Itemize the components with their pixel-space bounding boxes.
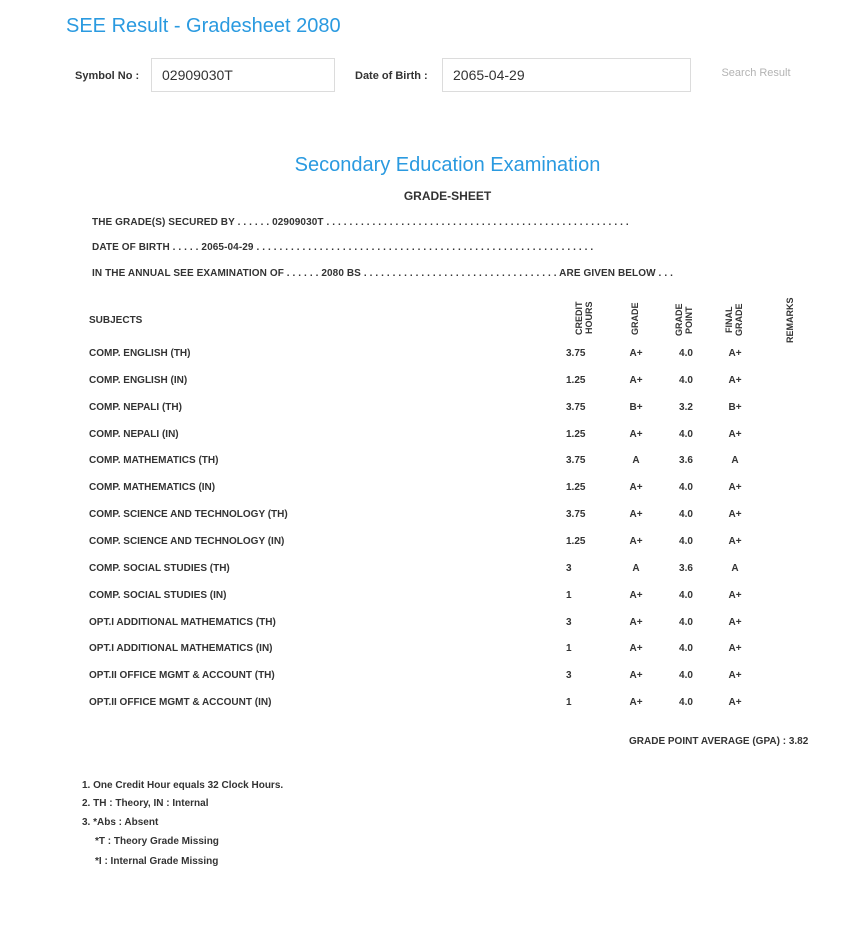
grade-cell: A xyxy=(632,455,640,467)
subject-cell: COMP. SCIENCE AND TECHNOLOGY (TH) xyxy=(89,509,288,521)
grade-cell: A+ xyxy=(629,589,643,601)
subject-cell: COMP. MATHEMATICS (IN) xyxy=(89,482,216,494)
subject-cell: COMP. NEPALI (IN) xyxy=(89,428,179,440)
grade-cell: A+ xyxy=(629,535,643,547)
table-row xyxy=(0,563,864,583)
table-row xyxy=(0,536,864,556)
header-remarks: REMARKS xyxy=(785,297,795,343)
credit-hours-cell: 3.75 xyxy=(566,455,586,467)
credit-hours-cell: 3 xyxy=(566,670,572,682)
table-row xyxy=(0,643,864,663)
subject-cell: OPT.II OFFICE MGMT & ACCOUNT (TH) xyxy=(89,670,275,682)
grade-point-cell: 4.0 xyxy=(679,482,693,494)
credit-hours-cell: 3.75 xyxy=(566,401,586,413)
credit-hours-cell: 1.25 xyxy=(566,482,586,494)
table-row xyxy=(0,429,864,449)
final-grade-cell: A+ xyxy=(728,616,742,628)
table-row xyxy=(0,455,864,475)
subject-cell: OPT.I ADDITIONAL MATHEMATICS (IN) xyxy=(89,643,273,655)
final-grade-cell: A+ xyxy=(728,482,742,494)
table-row xyxy=(0,509,864,529)
grade-cell: A+ xyxy=(629,482,643,494)
grade-cell: A+ xyxy=(629,348,643,359)
search-result-button[interactable]: Search Result xyxy=(721,67,791,79)
dob-input[interactable] xyxy=(442,58,691,92)
subject-cell: OPT.I ADDITIONAL MATHEMATICS (TH) xyxy=(89,616,276,628)
credit-hours-cell: 3.75 xyxy=(566,509,586,521)
grade-cell: A+ xyxy=(629,374,643,386)
credit-hours-cell: 1.25 xyxy=(566,374,586,386)
gpa-line: GRADE POINT AVERAGE (GPA) : 3.82 xyxy=(629,736,809,747)
table-row xyxy=(0,670,864,690)
grade-point-cell: 4.0 xyxy=(679,428,693,440)
subject-cell: COMP. ENGLISH (IN) xyxy=(89,374,188,386)
dob-line: DATE OF BIRTH . . . . . 2065-04-29 . . . . . . . . . . . . . . . . . . . . . . . . . . . . . . . . . . . . . . . . . . . . . . . . . . . . . . . . . . . xyxy=(92,242,594,253)
note-5: *I : Internal Grade Missing xyxy=(95,856,219,867)
symbol-label: Symbol No : xyxy=(75,70,140,82)
final-grade-cell: A+ xyxy=(728,509,742,521)
note-2: 2. TH : Theory, IN : Internal xyxy=(82,798,209,809)
page-title: SEE Result - Gradesheet 2080 xyxy=(66,15,341,37)
grade-point-cell: 4.0 xyxy=(679,616,693,628)
credit-hours-cell: 1 xyxy=(566,697,572,709)
grade-point-cell: 3.2 xyxy=(679,401,693,413)
grade-point-cell: 3.6 xyxy=(679,562,693,574)
final-grade-cell: A xyxy=(731,562,739,574)
note-3: 3. *Abs : Absent xyxy=(82,817,159,828)
header-final-grade: FINAL GRADE xyxy=(724,303,744,337)
subject-cell: COMP. SCIENCE AND TECHNOLOGY (IN) xyxy=(89,535,285,547)
grade-point-cell: 4.0 xyxy=(679,374,693,386)
final-grade-cell: A+ xyxy=(728,374,742,386)
credit-hours-cell: 1.25 xyxy=(566,535,586,547)
table-row xyxy=(0,402,864,422)
subject-cell: COMP. SOCIAL STUDIES (IN) xyxy=(89,589,227,601)
grade-point-cell: 4.0 xyxy=(679,535,693,547)
grade-cell: A+ xyxy=(629,643,643,655)
grade-cell: B+ xyxy=(629,401,643,413)
grade-point-cell: 4.0 xyxy=(679,643,693,655)
final-grade-cell: A+ xyxy=(728,643,742,655)
header-credit-hours: CREDIT HOURS xyxy=(574,301,594,335)
final-grade-cell: A+ xyxy=(728,697,742,709)
grade-cell: A+ xyxy=(629,697,643,709)
grade-cell: A+ xyxy=(629,428,643,440)
final-grade-cell: A+ xyxy=(728,428,742,440)
note-1: 1. One Credit Hour equals 32 Clock Hours. xyxy=(82,780,284,791)
subject-cell: COMP. MATHEMATICS (TH) xyxy=(89,455,219,467)
credit-hours-cell: 1 xyxy=(566,589,572,601)
table-row xyxy=(0,348,864,368)
subject-cell: OPT.II OFFICE MGMT & ACCOUNT (IN) xyxy=(89,697,272,709)
table-row xyxy=(0,617,864,637)
credit-hours-cell: 1 xyxy=(566,643,572,655)
grade-cell: A+ xyxy=(629,616,643,628)
table-row xyxy=(0,590,864,610)
grade-point-cell: 4.0 xyxy=(679,697,693,709)
credit-hours-cell: 3 xyxy=(566,562,572,574)
subject-cell: COMP. SOCIAL STUDIES (TH) xyxy=(89,562,230,574)
exam-line: IN THE ANNUAL SEE EXAMINATION OF . . . . . . 2080 BS . . . . . . . . . . . . . . . . . . . . . . . . . . . . . . . . . . ARE GIVEN BELOW . . . xyxy=(92,268,673,279)
dob-label: Date of Birth : xyxy=(355,70,428,82)
credit-hours-cell: 3 xyxy=(566,616,572,628)
final-grade-cell: A xyxy=(731,455,739,467)
table-row xyxy=(0,697,864,717)
grade-point-cell: 4.0 xyxy=(679,589,693,601)
header-subjects: SUBJECTS xyxy=(89,315,143,326)
subject-cell: COMP. NEPALI (TH) xyxy=(89,401,182,413)
sheet-subtitle: GRADE-SHEET xyxy=(403,189,492,203)
grade-cell: A+ xyxy=(629,670,643,682)
final-grade-cell: A+ xyxy=(728,535,742,547)
grade-cell: A+ xyxy=(629,509,643,521)
table-row xyxy=(0,482,864,502)
table-row xyxy=(0,375,864,395)
note-4: *T : Theory Grade Missing xyxy=(95,836,219,847)
final-grade-cell: A+ xyxy=(728,589,742,601)
secured-by-line: THE GRADE(S) SECURED BY . . . . . . 02909030T . . . . . . . . . . . . . . . . . . . . . . . . . . . . . . . . . . . . . . . . . . . . . . . . . . . . . xyxy=(92,217,629,228)
symbol-input[interactable] xyxy=(151,58,335,92)
grade-cell: A xyxy=(632,562,640,574)
grade-point-cell: 4.0 xyxy=(679,509,693,521)
final-grade-cell: A+ xyxy=(728,670,742,682)
credit-hours-cell: 3.75 xyxy=(566,348,586,359)
subject-cell: COMP. ENGLISH (TH) xyxy=(89,348,191,359)
credit-hours-cell: 1.25 xyxy=(566,428,586,440)
grade-point-cell: 4.0 xyxy=(679,348,693,359)
final-grade-cell: A+ xyxy=(728,348,742,359)
grade-point-cell: 4.0 xyxy=(679,670,693,682)
final-grade-cell: B+ xyxy=(728,401,742,413)
grade-point-cell: 3.6 xyxy=(679,455,693,467)
sheet-title: Secondary Education Examination xyxy=(294,154,601,176)
header-grade: GRADE xyxy=(630,302,640,336)
header-grade-point: GRADE POINT xyxy=(674,303,694,337)
